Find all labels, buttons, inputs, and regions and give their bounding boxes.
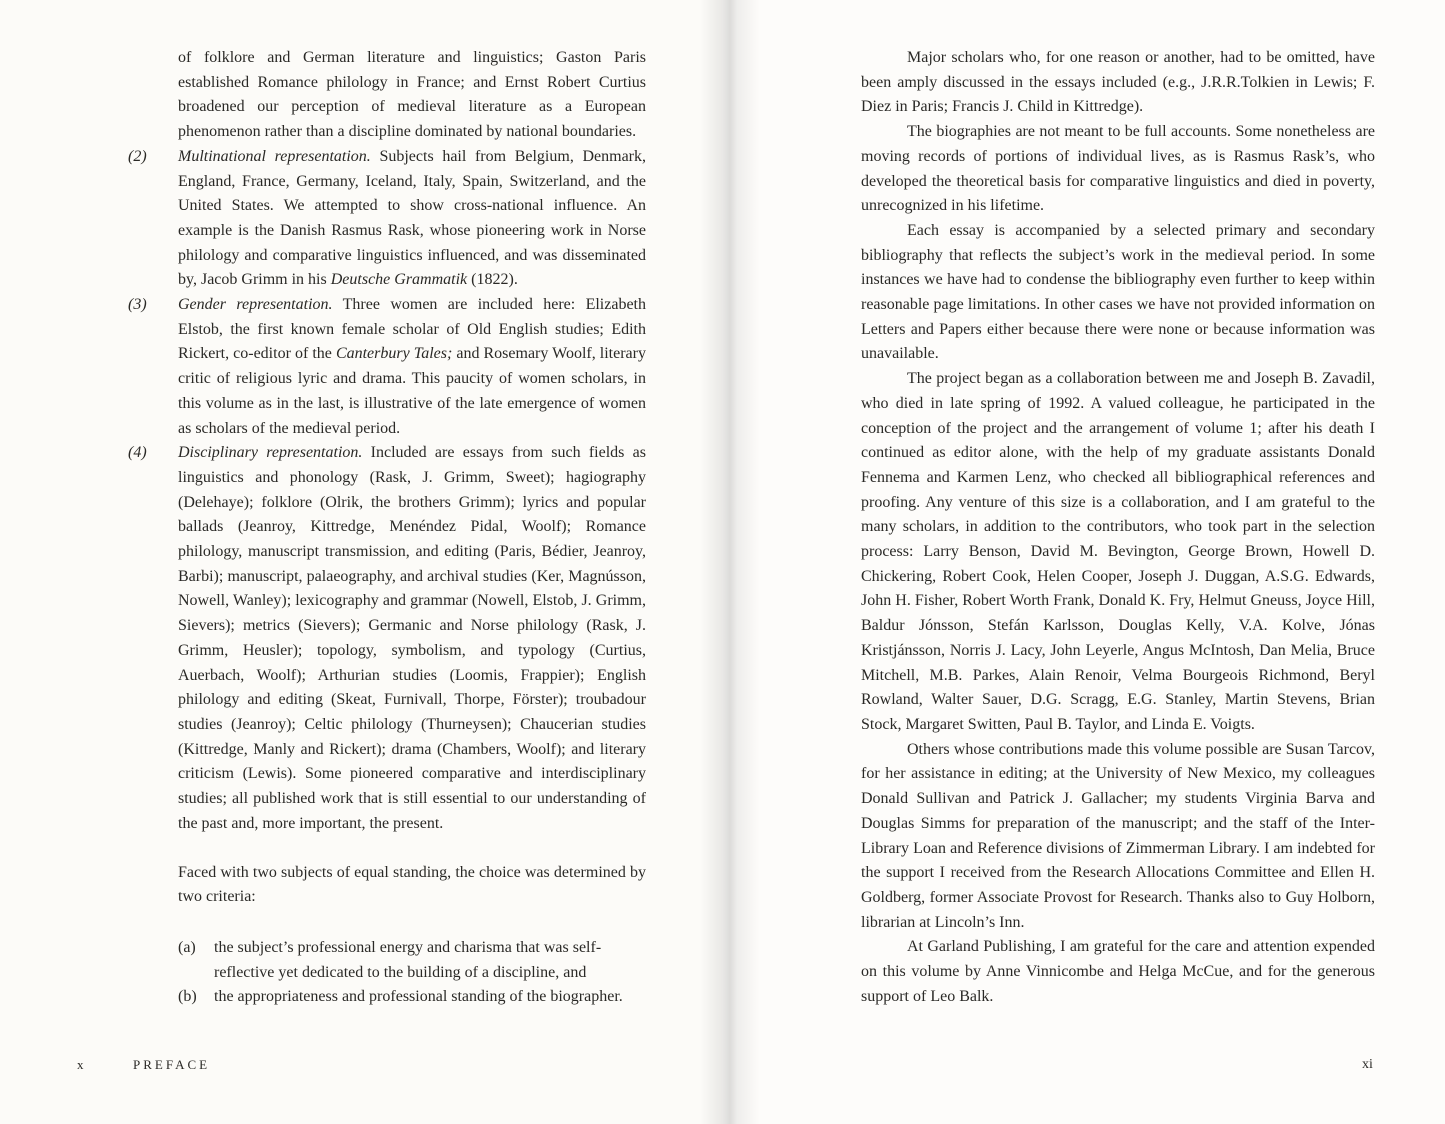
item-heading: Gender representation.: [178, 296, 333, 314]
paragraph-omitted-scholars: Major scholars who, for one reason or another, had to be omitted, have been amply discussed in the essays included (e.g., J.R.R.Tolkien in Lewis; F. Diez in Paris; Francis J. Child in Kittredge).: [861, 49, 1375, 116]
criterion-b: [178, 985, 646, 1010]
paragraph-contributions: Others whose contributions made this volume possible are Susan Tarcov, for her assistance in editing; at the University of New Mexico, my colleagues Donald Sullivan and Patrick J. Gallacher; my students Virginia Barva and Douglas Simms for preparation of the manuscript; and the staff of the Inter-Library Loan and Reference divisions of Zimmerman Library. I am indebted for the support I received from the Research Allocations Committee and Ellen H. Goldberg, former Associate Provost for Research. Thanks also to Guy Holborn, librarian at Lincoln’s Inn.: [861, 740, 1375, 931]
paragraph-bibliography: Each essay is accompanied by a selected primary and secondary bibliography that reflects the subject’s work in the medieval period. In some instances we have had to condense the bibliography even further to keep within reasonable page limitations. In other cases we have not provided information on Letters and Papers either because there were none or because information was unavailable.: [861, 221, 1375, 363]
enumerated-item-3: [128, 293, 646, 441]
item-number: (3): [128, 296, 147, 314]
paragraph-biographies: The biographies are not meant to be full accounts. Some nonetheless are moving records of portions of individual lives, as is Rasmus Rask’s, who developed the theoretical basis for comparative linguistics and died in poverty, unrecognized in his lifetime.: [861, 123, 1375, 215]
book-title: Canterbury Tales;: [335, 345, 453, 363]
criterion-label: (b): [178, 988, 197, 1006]
criterion-a: [178, 936, 646, 985]
item-text-end: (1822).: [467, 271, 518, 289]
item-heading: Multinational representation.: [178, 147, 371, 165]
criteria-intro: Faced with two subjects of equal standing, the choice was determined by two criteria:: [178, 863, 646, 906]
running-head: PREFACE: [133, 1057, 211, 1072]
item-text-end: and Rosemary Woolf, literary critic of religious lyric and drama. This paucity of women scholars, in this volume as in the last, is illustrative of the late emergence of women as scholars of the medieval period.: [178, 345, 646, 437]
item-heading: Disciplinary representation.: [178, 444, 363, 462]
paragraph-garland: At Garland Publishing, I am grateful for the care and attention expended on this volume by Anne Vinnicombe and Helga McCue, and for the generous support of Leo Balk.: [861, 938, 1375, 1005]
criterion-text: the appropriateness and professional standing of the biographer.: [214, 988, 623, 1006]
enumerated-item-4: [128, 441, 647, 836]
paragraph-project: The project began as a collaboration between me and Joseph B. Zavadil, who died in late spring of 1992. A valued colleague, he participated in the conception of the project and the arrangement of volume 1; after his death I continued as editor alone, with the help of my graduate assistants Donald Fennema and Karmen Lenz, who checked all bibliographical references and proofing. Any venture of this size is a collaboration, and I am grateful to the many scholars, in addition to the contributors, who took part in the selection process: Larry Benson, David M. Bevington, George Brown, Howell D. Chickering, Robert Cook, Helen Cooper, Joseph J. Duggan, A.S.G. Edwards, John H. Fisher, Robert Worth Frank, Donald K. Fry, Helmut Gneuss, Joyce Hill, Baldur Jónsson, Stefán Karlsson, Douglas Kelly, V.A. Kolve, Jónas Kristjánsson, Norris J. Lacy, John Leyerle, Angus McIntosh, Dan Melia, Bruce Mitchell, M.B. Parkes, Alain Renoir, Velma Bourgeois Richmond, Beryl Rowland, Walter Sauer, D.G. Scragg, E.G. Stanley, Martin Stevens, Brian Stock, Margaret Switten, Paul B. Taylor, and Linda E. Voigts.: [861, 370, 1375, 733]
right-page: [722, 0, 1445, 1124]
right-text-column: [861, 46, 1375, 1009]
item-number: (2): [128, 147, 147, 165]
item-text: Subjects hail from Belgium, Denmark, England, France, Germany, Iceland, Italy, Spain, Switzerland, and the United States. We attempted to show cross-national influence. An example is the Danish Rasmus Rask, whose pioneering work in Norse philology and comparative linguistics influenced, and was disseminated by, Jacob Grimm in his: [178, 147, 647, 289]
item-number: (4): [128, 444, 147, 462]
page-number-right: xi: [1362, 1057, 1373, 1072]
criterion-label: (a): [178, 938, 196, 956]
left-page: [0, 0, 722, 1124]
enumerated-item-2: [128, 145, 647, 293]
page-number-left: x: [77, 1057, 84, 1072]
item-text: Three women are included here: Elizabeth Elstob, the first known female scholar of Old English studies; Edith Rickert, co-editor of the: [178, 296, 646, 363]
left-text-column: [128, 46, 647, 1010]
book-title: Deutsche Grammatik: [330, 271, 468, 289]
item-text: Included are essays from such fields as linguistics and phonology (Rask, J. Grimm, Sweet); hagiography (Delehaye); folklore (Olrik, the brothers Grimm); lyrics and popular ballads (Jeanroy, Kittredge, Menéndez Pidal, Woolf); Romance philology, manuscript transmission, and editing (Paris, Bédier, Jeanroy, Barbi); manuscript, palaeography, and archival studies (Ker, Magnússon, Nowell, Wanley); lexicography and grammar (Nowell, Elstob, J. Grimm, Sievers); metrics (Sievers); Germanic and Norse philology (Rask, J. Grimm, Heusler); topology, symbolism, and typology (Curtius, Auerbach, Woolf); Arthurian studies (Loomis, Frappier); English philology and editing (Skeat, Furnivall, Thorpe, Förster); troubadour studies (Jeanroy); Celtic philology (Thurneysen); Chaucerian studies (Kittredge, Manly and Rickert); drama (Chambers, Woolf); and literary criticism (Lewis). Some pioneered comparative and interdisciplinary studies; all published work that is still essential to our understanding of the past and, more important, the present.: [178, 444, 647, 832]
criterion-text: the subject’s professional energy and charisma that was self-reflective yet dedicated to the building of a discipline, and: [214, 938, 602, 981]
continued-paragraph: of folklore and German literature and linguistics; Gaston Paris established Romance philology in France; and Ernst Robert Curtius broadened our perception of medieval literature as a European phenomenon rather than a discipline dominated by national boundaries.: [178, 49, 646, 141]
